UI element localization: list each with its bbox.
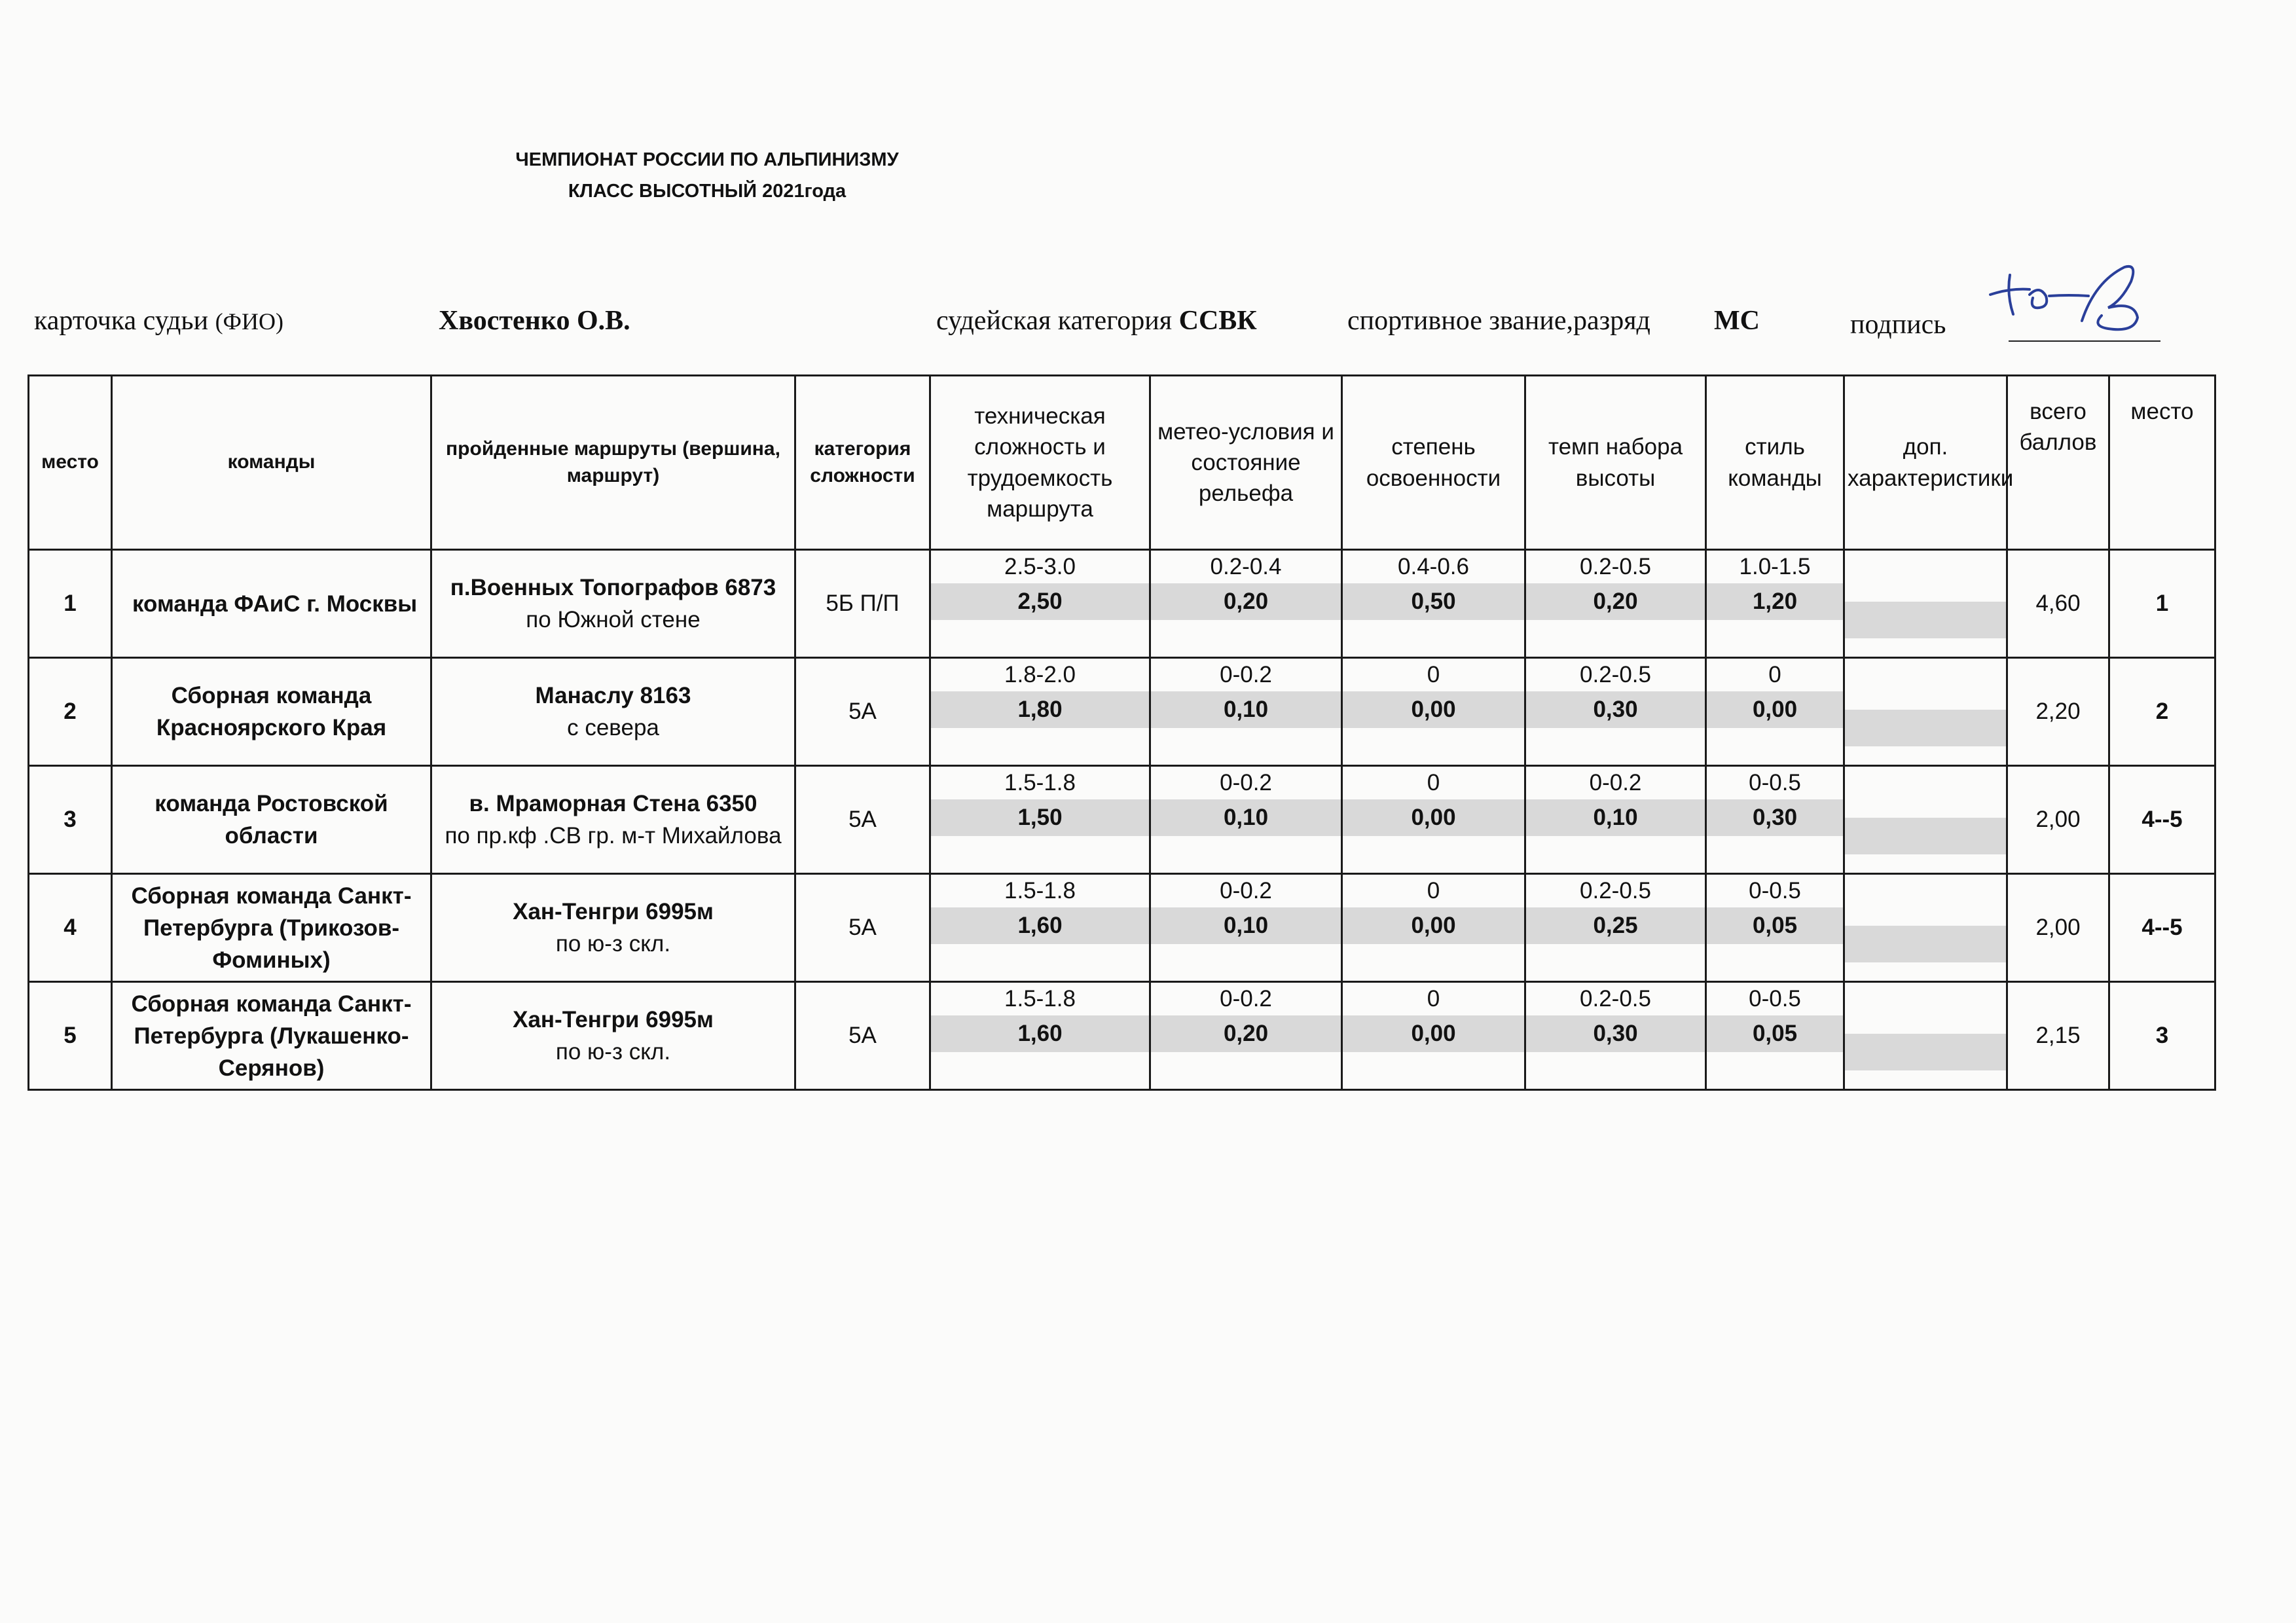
route-peak: п.Военных Топографов 6873	[450, 575, 776, 600]
row-place: 5	[29, 982, 112, 1090]
pace-points: 0,20	[1526, 583, 1705, 620]
explored-range: 0.4-0.6	[1398, 554, 1469, 579]
route-description: по пр.кф .СВ гр. м-т Михайлова	[445, 823, 782, 848]
meteo-range: 0.2-0.4	[1210, 554, 1282, 579]
route-peak: в. Мраморная Стена 6350	[469, 791, 757, 816]
row-style-score	[1706, 766, 1844, 874]
meteo-range: 0-0.2	[1220, 878, 1272, 903]
row-total: 2,00	[2007, 874, 2109, 982]
table-row	[29, 982, 2215, 1090]
row-rank: 4--5	[2109, 766, 2215, 874]
row-total: 2,20	[2007, 658, 2109, 766]
row-meteo-score	[1150, 982, 1342, 1090]
judge-category	[936, 305, 1257, 337]
row-meteo-score	[1150, 766, 1342, 874]
route-description: по Южной стене	[526, 607, 701, 632]
row-place: 4	[29, 874, 112, 982]
explored-points: 0,00	[1343, 907, 1524, 944]
row-explored-score	[1342, 982, 1525, 1090]
card-label-text: карточка судьи	[34, 306, 209, 336]
row-route	[431, 766, 795, 874]
sport-rank-label: спортивное звание,разряд	[1347, 306, 1650, 336]
explored-points: 0,00	[1343, 1015, 1524, 1052]
route-description: по ю-з скл.	[555, 1039, 671, 1065]
meteo-points: 0,10	[1151, 691, 1341, 728]
row-place: 1	[29, 550, 112, 658]
row-team: команда Ростовской области	[112, 766, 431, 874]
row-rank: 1	[2109, 550, 2215, 658]
header-place: место	[29, 376, 112, 550]
header-style: стиль команды	[1706, 376, 1844, 550]
row-difficulty: 5А	[795, 658, 930, 766]
header-technical: техническая сложность и трудоемкость маршрута	[930, 376, 1150, 550]
header-total: всего баллов	[2007, 376, 2109, 550]
row-explored-score	[1342, 550, 1525, 658]
pace-points: 0,30	[1526, 1015, 1705, 1052]
row-route	[431, 658, 795, 766]
meteo-range: 0-0.2	[1220, 662, 1272, 687]
explored-range: 0	[1427, 986, 1440, 1012]
technical-range: 1.8-2.0	[1004, 662, 1076, 687]
row-technical-score	[930, 766, 1150, 874]
meteo-range: 0-0.2	[1220, 986, 1272, 1012]
route-peak: Хан-Тенгри 6995м	[513, 899, 714, 924]
row-style-score	[1706, 658, 1844, 766]
row-pace-score	[1525, 658, 1706, 766]
explored-range: 0	[1427, 770, 1440, 795]
document-subtitle: КЛАСС ВЫСОТНЫЙ 2021года	[568, 181, 847, 202]
judge-name-value: Хвостенко О.В.	[439, 306, 630, 336]
row-extra	[1844, 982, 2007, 1090]
document-title: ЧЕМПИОНАТ РОССИИ ПО АЛЬПИНИЗМУ	[515, 149, 899, 170]
row-team: Сборная команда Санкт-Петербурга (Трикозов-Фоминых)	[112, 874, 431, 982]
card-label-fio: (ФИО)	[215, 308, 283, 335]
technical-points: 1,60	[931, 1015, 1149, 1052]
row-place: 2	[29, 658, 112, 766]
row-difficulty: 5А	[795, 874, 930, 982]
pace-range: 0.2-0.5	[1580, 986, 1651, 1012]
meteo-points: 0,20	[1151, 1015, 1341, 1052]
table-header-row	[29, 376, 2215, 550]
pace-range: 0.2-0.5	[1580, 554, 1651, 579]
style-points: 0,00	[1707, 691, 1843, 728]
style-points: 0,05	[1707, 907, 1843, 944]
pace-points: 0,25	[1526, 907, 1705, 944]
row-team: Сборная команда Санкт-Петербурга (Лукашенко-Серянов)	[112, 982, 431, 1090]
row-extra	[1844, 658, 2007, 766]
route-description: с севера	[567, 715, 659, 740]
style-points: 0,05	[1707, 1015, 1843, 1052]
row-extra	[1844, 874, 2007, 982]
judge-card-label	[34, 305, 283, 337]
route-peak: Хан-Тенгри 6995м	[513, 1007, 714, 1032]
row-style-score	[1706, 874, 1844, 982]
style-range: 0-0.5	[1749, 986, 1801, 1012]
meteo-range: 0-0.2	[1220, 770, 1272, 795]
row-extra	[1844, 550, 2007, 658]
pace-points: 0,30	[1526, 691, 1705, 728]
route-description: по ю-з скл.	[555, 931, 671, 957]
header-routes: пройденные маршруты (вершина, маршрут)	[431, 376, 795, 550]
style-range: 0-0.5	[1749, 878, 1801, 903]
row-technical-score	[930, 658, 1150, 766]
row-route	[431, 550, 795, 658]
row-difficulty: 5А	[795, 982, 930, 1090]
route-peak: Манаслу 8163	[535, 683, 691, 708]
row-technical-score	[930, 874, 1150, 982]
style-range: 1.0-1.5	[1739, 554, 1811, 579]
row-style-score	[1706, 550, 1844, 658]
row-pace-score	[1525, 766, 1706, 874]
row-style-score	[1706, 982, 1844, 1090]
header-difficulty: категория сложности	[795, 376, 930, 550]
table-row	[29, 658, 2215, 766]
row-technical-score	[930, 550, 1150, 658]
technical-points: 1,50	[931, 799, 1149, 836]
row-total: 2,15	[2007, 982, 2109, 1090]
row-pace-score	[1525, 982, 1706, 1090]
technical-points: 2,50	[931, 583, 1149, 620]
technical-points: 1,80	[931, 691, 1149, 728]
row-explored-score	[1342, 874, 1525, 982]
row-rank: 2	[2109, 658, 2215, 766]
row-technical-score	[930, 982, 1150, 1090]
style-range: 0-0.5	[1749, 770, 1801, 795]
meteo-points: 0,10	[1151, 907, 1341, 944]
category-label: судейская категория	[936, 306, 1173, 336]
row-place: 3	[29, 766, 112, 874]
judge-name	[439, 305, 630, 337]
explored-points: 0,50	[1343, 583, 1524, 620]
pace-range: 0.2-0.5	[1580, 662, 1651, 687]
pace-range: 0.2-0.5	[1580, 878, 1651, 903]
row-difficulty: 5Б П/П	[795, 550, 930, 658]
row-meteo-score	[1150, 658, 1342, 766]
row-team: Сборная команда Красноярского Края	[112, 658, 431, 766]
technical-range: 1.5-1.8	[1004, 986, 1076, 1012]
table-row	[29, 550, 2215, 658]
technical-range: 1.5-1.8	[1004, 770, 1076, 795]
row-pace-score	[1525, 550, 1706, 658]
row-total: 2,00	[2007, 766, 2109, 874]
pace-range: 0-0.2	[1589, 770, 1642, 795]
technical-points: 1,60	[931, 907, 1149, 944]
row-extra	[1844, 766, 2007, 874]
technical-range: 2.5-3.0	[1004, 554, 1076, 579]
row-team: команда ФАиС г. Москвы	[112, 550, 431, 658]
row-route	[431, 874, 795, 982]
header-explored: степень освоенности	[1342, 376, 1525, 550]
table-row	[29, 874, 2215, 982]
header-extra: доп. характеристики	[1844, 376, 2007, 550]
style-points: 1,20	[1707, 583, 1843, 620]
explored-range: 0	[1427, 878, 1440, 903]
meteo-points: 0,20	[1151, 583, 1341, 620]
signature-label: подпись	[1850, 310, 1946, 340]
header-meteo: метео-условия и состояние рельефа	[1150, 376, 1342, 550]
style-range: 0	[1768, 662, 1781, 687]
header-teams: команды	[112, 376, 431, 550]
row-rank: 4--5	[2109, 874, 2215, 982]
row-explored-score	[1342, 766, 1525, 874]
row-route	[431, 982, 795, 1090]
explored-range: 0	[1427, 662, 1440, 687]
row-total: 4,60	[2007, 550, 2109, 658]
meteo-points: 0,10	[1151, 799, 1341, 836]
explored-points: 0,00	[1343, 799, 1524, 836]
table-row	[29, 766, 2215, 874]
handwritten-signature	[1984, 255, 2154, 347]
category-value: ССВК	[1178, 306, 1257, 336]
header-pace: темп набора высоты	[1525, 376, 1706, 550]
sport-rank-value	[1714, 305, 1760, 337]
results-table	[27, 374, 2216, 1091]
row-rank: 3	[2109, 982, 2215, 1090]
row-difficulty: 5А	[795, 766, 930, 874]
row-meteo-score	[1150, 874, 1342, 982]
sport-rank-value-text: МС	[1714, 306, 1760, 336]
technical-range: 1.5-1.8	[1004, 878, 1076, 903]
pace-points: 0,10	[1526, 799, 1705, 836]
row-pace-score	[1525, 874, 1706, 982]
row-meteo-score	[1150, 550, 1342, 658]
style-points: 0,30	[1707, 799, 1843, 836]
header-rank: место	[2109, 376, 2215, 550]
row-explored-score	[1342, 658, 1525, 766]
explored-points: 0,00	[1343, 691, 1524, 728]
